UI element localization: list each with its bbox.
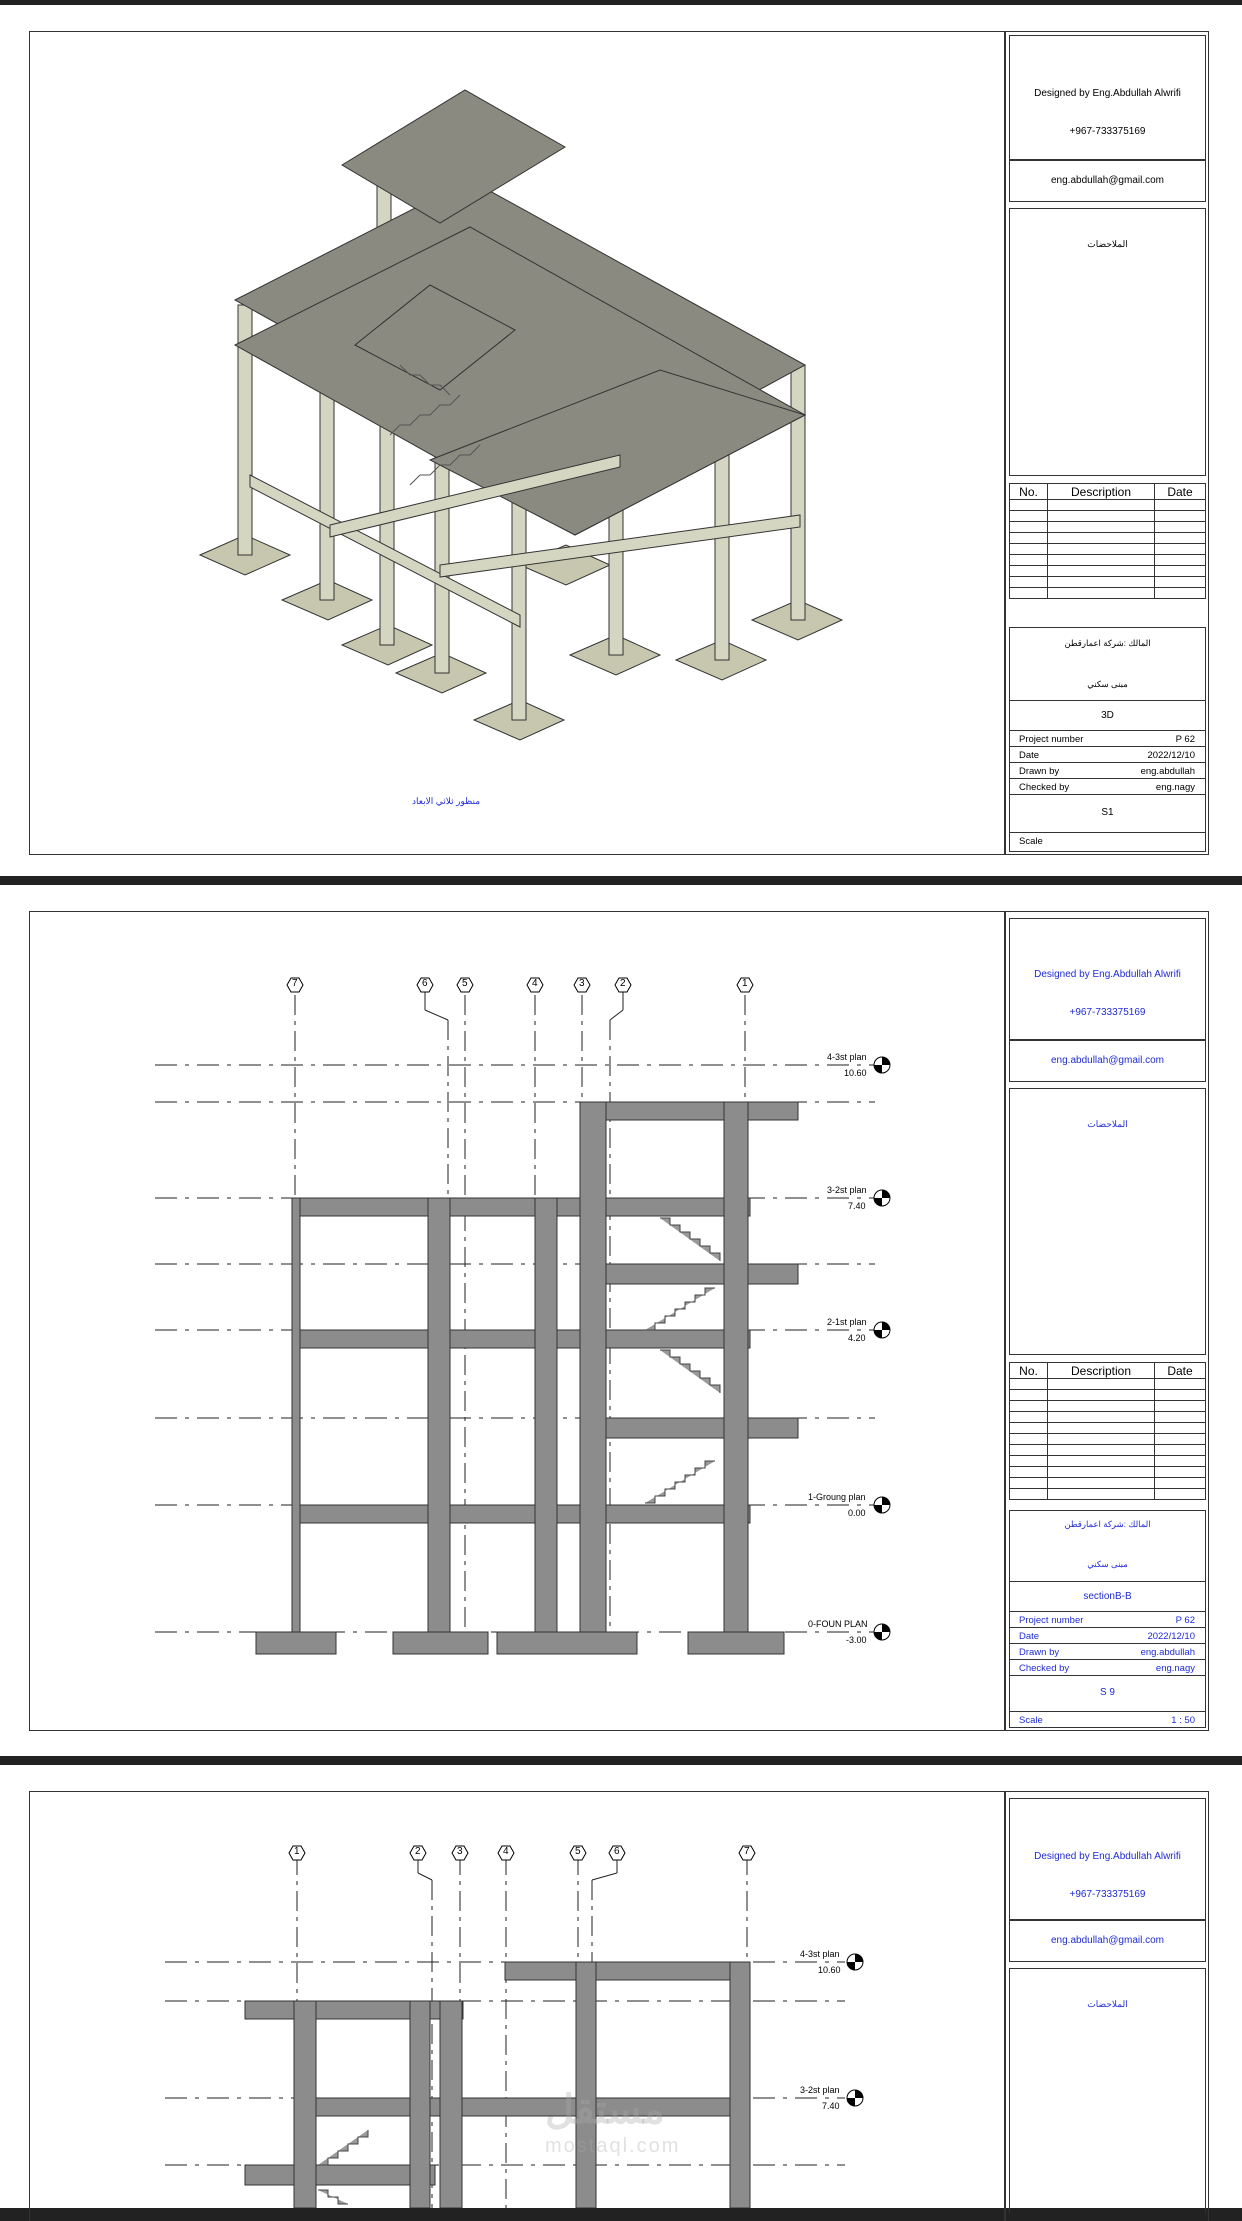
designer-name: Designed by Eng.Abdullah Alwrifi (1034, 969, 1181, 980)
sheet-section-partial (0, 1765, 1242, 2208)
project-info-box (1009, 627, 1206, 852)
sheet-number: S 9 (1099, 1687, 1115, 1698)
grid-label-7: 7 (292, 978, 298, 989)
email-box (1009, 1040, 1206, 1082)
rev-header-date: Date (1155, 1363, 1206, 1379)
designer-box (1009, 1798, 1206, 1920)
drawn-by-row (1010, 762, 1205, 779)
level-name: 0-FOUN PLAN (808, 1619, 868, 1629)
rev-header-date: Date (1155, 484, 1206, 500)
view-name-row (1010, 700, 1205, 731)
owner-name: المالك :شركة اعمارقطن (1064, 638, 1151, 648)
designer-box (1009, 35, 1206, 160)
designer-phone: +967-733375169 (1069, 1889, 1146, 1900)
designer-name: Designed by Eng.Abdullah Alwrifi (1034, 88, 1181, 99)
scale-row (1010, 832, 1205, 849)
level-elevation: -3.00 (846, 1635, 867, 1645)
level-name: 4-3st plan (827, 1052, 867, 1062)
notes-box (1009, 1968, 1206, 2213)
level-name: 4-3st plan (800, 1949, 840, 1959)
email-box (1009, 160, 1206, 202)
date-label: Date (1019, 1631, 1040, 1642)
building-type: مبنى سكني (1087, 1559, 1128, 1569)
drawing-area-divider (1004, 31, 1006, 855)
section-drawing (0, 1765, 1004, 2208)
designer-phone: +967-733375169 (1069, 1007, 1146, 1018)
watermark: مستقل (545, 2088, 665, 2132)
rev-header-description: Description (1048, 1363, 1155, 1379)
notes-box (1009, 208, 1206, 476)
checked-by-row (1010, 778, 1205, 795)
designer-email: eng.abdullah@gmail.com (1051, 1055, 1164, 1066)
project-number-label: Project number (1019, 1615, 1084, 1626)
notes-label: الملاحضات (1087, 1999, 1128, 2009)
date-value: 2022/12/10 (1147, 1631, 1195, 1642)
scale-value: 1 : 50 (1171, 1715, 1195, 1726)
grid-label-1: 1 (742, 978, 748, 989)
owner-name: المالك :شركة اعمارقطن (1064, 1519, 1151, 1529)
rev-header-no: No. (1010, 1363, 1048, 1379)
grid-label-5: 5 (575, 1846, 581, 1857)
level-elevation: 10.60 (844, 1068, 867, 1078)
project-number-row (1010, 1611, 1205, 1628)
checked-by-value: eng.nagy (1155, 1663, 1195, 1674)
revision-table (1009, 1362, 1206, 1500)
level-elevation: 7.40 (848, 1201, 866, 1211)
revision-table (1009, 483, 1206, 599)
designer-name: Designed by Eng.Abdullah Alwrifi (1034, 1851, 1181, 1862)
level-name: 3-2st plan (800, 2085, 840, 2095)
sheet-section-b-b (0, 885, 1242, 1756)
designer-email: eng.abdullah@gmail.com (1051, 1935, 1164, 1946)
isometric-3d-structure (0, 5, 1004, 876)
view-name-row (1010, 1581, 1205, 1612)
level-name: 2-1st plan (827, 1317, 867, 1327)
grid-label-4: 4 (503, 1846, 509, 1857)
email-box (1009, 1920, 1206, 1962)
sheet-number-row (1010, 1675, 1205, 1712)
checked-by-row (1010, 1659, 1205, 1676)
designer-email: eng.abdullah@gmail.com (1051, 175, 1164, 186)
project-number-label: Project number (1019, 734, 1084, 745)
level-elevation: 7.40 (822, 2101, 840, 2111)
level-elevation: 10.60 (818, 1965, 841, 1975)
title-block (1009, 35, 1206, 852)
drawn-by-row (1010, 1643, 1205, 1660)
grid-label-4: 4 (532, 978, 538, 989)
date-row (1010, 1627, 1205, 1644)
grid-label-1: 1 (294, 1846, 300, 1857)
rev-header-no: No. (1010, 484, 1048, 500)
project-number: P 62 (1175, 1615, 1195, 1626)
drawn-by-label: Drawn by (1019, 766, 1060, 777)
sheet-3d (0, 5, 1242, 876)
notes-label: الملاحضات (1087, 1119, 1128, 1129)
watermark-url: mostaql.com (545, 2135, 681, 2157)
drawn-by-label: Drawn by (1019, 1647, 1060, 1658)
view-caption: منظور ثلاثي الابعاد (412, 796, 481, 806)
drawn-by-value: eng.abdullah (1140, 1647, 1195, 1658)
notes-label: الملاحضات (1087, 239, 1128, 249)
checked-by-value: eng.nagy (1155, 782, 1195, 793)
grid-label-7: 7 (744, 1846, 750, 1857)
level-name: 3-2st plan (827, 1185, 867, 1195)
drawing-area-divider (1004, 911, 1006, 1731)
grid-label-6: 6 (422, 978, 428, 989)
drawn-by-value: eng.abdullah (1140, 766, 1195, 777)
checked-by-label: Checked by (1019, 782, 1070, 793)
level-elevation: 0.00 (848, 1508, 866, 1518)
title-block (1009, 918, 1206, 1728)
sheet-number: S1 (1101, 807, 1114, 818)
sheet-number-row (1010, 794, 1205, 833)
scale-label: Scale (1019, 1715, 1043, 1726)
project-number-row (1010, 730, 1205, 747)
date-value: 2022/12/10 (1147, 750, 1195, 761)
designer-box (1009, 918, 1206, 1040)
scale-row (1010, 1711, 1205, 1728)
drawing-area-divider (1004, 1791, 1006, 2221)
date-row (1010, 746, 1205, 763)
grid-label-3: 3 (457, 1846, 463, 1857)
designer-phone: +967-733375169 (1069, 126, 1146, 137)
level-name: 1-Groung plan (808, 1492, 866, 1502)
view-name: sectionB-B (1083, 1591, 1132, 1602)
title-block (1009, 1798, 1206, 2208)
project-info-box (1009, 1510, 1206, 1728)
scale-label: Scale (1019, 836, 1043, 847)
level-elevation: 4.20 (848, 1333, 866, 1343)
building-type: مبنى سكني (1087, 679, 1128, 689)
grid-label-2: 2 (620, 978, 626, 989)
grid-label-6: 6 (614, 1846, 620, 1857)
rev-header-description: Description (1048, 484, 1155, 500)
view-name: 3D (1101, 710, 1114, 721)
grid-label-3: 3 (579, 978, 585, 989)
date-label: Date (1019, 750, 1040, 761)
grid-label-5: 5 (462, 978, 468, 989)
checked-by-label: Checked by (1019, 1663, 1070, 1674)
grid-label-2: 2 (415, 1846, 421, 1857)
project-number: P 62 (1175, 734, 1195, 745)
notes-box (1009, 1088, 1206, 1355)
